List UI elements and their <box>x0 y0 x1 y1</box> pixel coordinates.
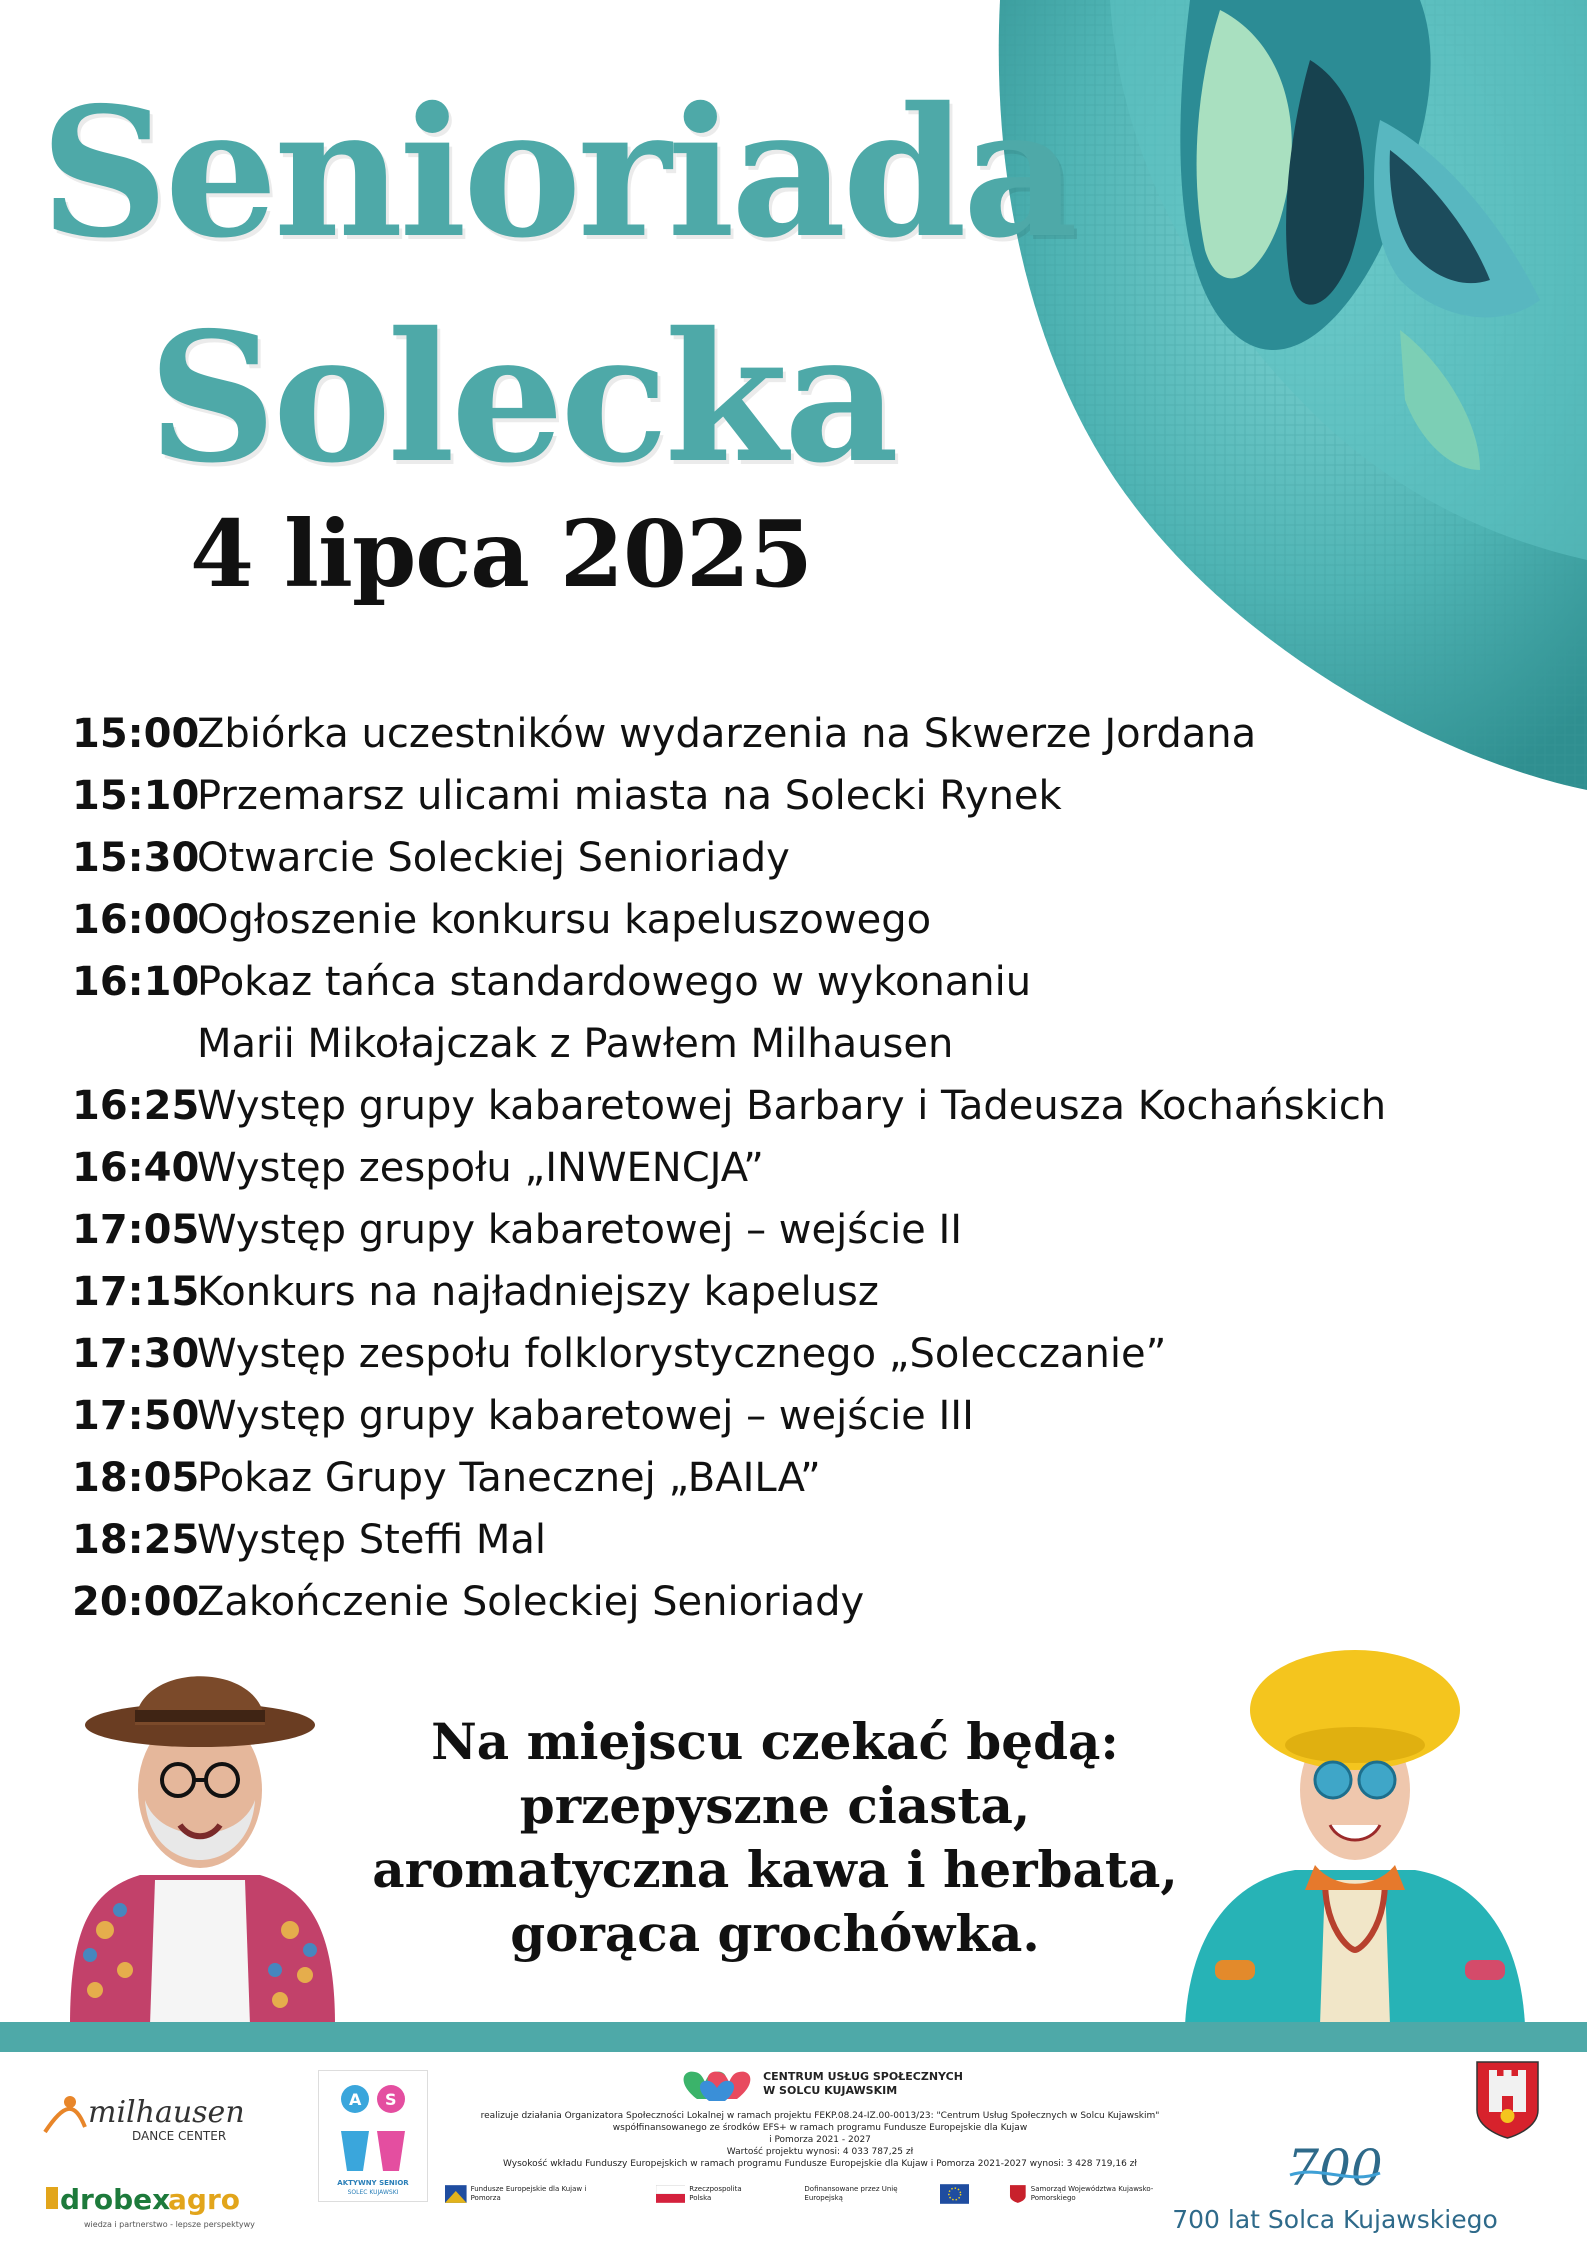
schedule-row <box>72 1509 1492 1571</box>
eu3-label: Dofinansowane przez Unię Europejską <box>804 2185 898 2202</box>
cus-p4: Wartość projektu wynosi: 4 033 787,25 zł <box>726 2147 914 2157</box>
eu4-label: Samorząd Województwa Kujawsko-Pomorskiego <box>1030 2185 1154 2202</box>
schedule-desc: Pokaz tańca standardowego w wykonaniu <box>197 959 1032 1005</box>
drobexagro-logo <box>44 2175 289 2235</box>
schedule-desc: Występ grupy kabaretowej – wejście III <box>197 1393 974 1439</box>
drobex-tagline: wiedza i partnerstwo - lepsze perspektywy <box>84 2220 255 2229</box>
svg-text:S: S <box>385 2090 397 2109</box>
cus-project-info <box>445 2064 1195 2244</box>
cus-p3: i Pomorza 2021 - 2027 <box>769 2135 871 2145</box>
poland-flag-icon <box>656 2185 685 2203</box>
schedule-desc: Zbiórka uczestników wydarzenia na Skwerze Jordana <box>197 711 1257 757</box>
title-line-1: Senioriada <box>40 68 1075 277</box>
hearts-icon <box>677 2064 757 2104</box>
footer <box>0 2052 1587 2245</box>
senior-woman-photo <box>1175 1630 1535 2025</box>
schedule-time: 16:00 <box>72 897 200 943</box>
schedule-row <box>72 1137 1492 1199</box>
schedule-time: 17:30 <box>72 1331 200 1377</box>
schedule-row <box>72 951 1492 1013</box>
schedule-desc: Występ Steffi Mal <box>197 1517 546 1563</box>
schedule-row <box>72 1199 1492 1261</box>
700-mark: 700 <box>1287 2139 1383 2197</box>
schedule-row <box>72 703 1492 765</box>
solec-crest-icon <box>1475 2060 1540 2140</box>
schedule-time <box>72 1013 197 1075</box>
aktywny-senior-line1: AKTYWNY SENIOR <box>337 2179 409 2187</box>
ue-logo <box>804 2184 969 2204</box>
title-line-2: Solecka <box>148 293 896 502</box>
rp-logo <box>656 2184 765 2204</box>
schedule-time: 20:00 <box>72 1579 200 1625</box>
offer-line-2: przepyszne ciasta, <box>519 1776 1031 1835</box>
event-title <box>40 60 1074 510</box>
cus-p1: realizuje działania Organizatora Społeczności Lokalnej w ramach projektu FEKP.08.24-IZ.00-0013/23: "Centrum Usług Społecznych w Solcu Kujawskim" <box>480 2111 1160 2121</box>
cus-p2: współfinansowanego ze środków EFS+ w ramach programu Fundusze Europejskie dla Kujaw <box>612 2123 1028 2133</box>
schedule-desc: Marii Mikołajczak z Pawłem Milhausen <box>197 1021 954 1067</box>
cus-org-line1: CENTRUM USŁUG SPOŁECZNYCH <box>763 2070 963 2083</box>
schedule-row <box>72 765 1492 827</box>
offer-text <box>360 1710 1190 1966</box>
schedule-time: 15:00 <box>72 711 200 757</box>
schedule-desc: Występ grupy kabaretowej Barbary i Tadeusza Kochańskich <box>197 1083 1387 1129</box>
schedule-list <box>72 703 1492 1633</box>
milhausen-sub: DANCE CENTER <box>132 2129 227 2143</box>
schedule-desc: Przemarsz ulicami miasta na Solecki Rynek <box>197 773 1062 819</box>
schedule-desc: Zakończenie Soleckiej Senioriady <box>197 1579 865 1625</box>
offer-line-3: aromatyczna kawa i herbata, <box>372 1840 1178 1899</box>
schedule-row <box>72 889 1492 951</box>
svg-text:A: A <box>349 2090 362 2109</box>
cus-org-line2: W SOLCU KUJAWSKIM <box>763 2084 898 2097</box>
schedule-row <box>72 1385 1492 1447</box>
schedule-time: 16:10 <box>72 959 200 1005</box>
schedule-time: 17:15 <box>72 1269 200 1315</box>
schedule-time: 15:10 <box>72 773 200 819</box>
schedule-desc: Pokaz Grupy Tanecznej „BAILA” <box>197 1455 821 1501</box>
eu-flag-icon <box>940 2184 969 2204</box>
700-years-text: 700 lat Solca Kujawskiego <box>1172 2205 1498 2234</box>
schedule-row <box>72 1075 1492 1137</box>
schedule-time: 16:40 <box>72 1145 200 1191</box>
schedule-desc: Ogłoszenie konkursu kapeluszowego <box>197 897 932 943</box>
senior-man-photo <box>50 1630 350 2025</box>
schedule-row <box>72 1571 1492 1633</box>
schedule-desc: Występ zespołu folklorystycznego „Solecczanie” <box>197 1331 1167 1377</box>
schedule-desc: Występ grupy kabaretowej – wejście II <box>197 1207 963 1253</box>
milhausen-logo <box>40 2082 270 2152</box>
schedule-time: 16:25 <box>72 1083 200 1129</box>
schedule-row <box>72 1323 1492 1385</box>
drobex-name-a: drobex <box>60 2183 171 2216</box>
schedule-time: 15:30 <box>72 835 200 881</box>
drobex-name-b: agro <box>168 2183 240 2216</box>
kp-logo <box>1009 2184 1195 2204</box>
schedule-desc: Otwarcie Soleckiej Senioriady <box>197 835 790 881</box>
schedule-time: 17:50 <box>72 1393 200 1439</box>
schedule-row <box>72 1447 1492 1509</box>
fe-logo <box>445 2184 616 2204</box>
offer-line-4: gorąca grochówka. <box>510 1904 1040 1963</box>
schedule-time: 17:05 <box>72 1207 200 1253</box>
milhausen-name: milhausen <box>88 2095 245 2130</box>
fe-icon <box>445 2185 467 2203</box>
schedule-row <box>72 1261 1492 1323</box>
kp-crest-icon <box>1009 2184 1027 2204</box>
aktywny-senior-logo <box>318 2070 428 2202</box>
schedule-time: 18:05 <box>72 1455 200 1501</box>
schedule-row <box>72 1013 1492 1075</box>
offer-line-1: Na miejscu czekać będą: <box>431 1712 1119 1771</box>
schedule-row <box>72 827 1492 889</box>
700-years-logo <box>1170 2137 1500 2245</box>
cus-p5: Wysokość wkładu Funduszy Europejskich w ramach programu Fundusze Europejskie dla Kujaw i Pomorza 2021-2027 wynosi: 3 428 719,16 zł <box>503 2159 1137 2169</box>
700-mark-icon <box>1270 2137 1400 2197</box>
footer-band <box>0 2022 1587 2052</box>
event-date: 4 lipca 2025 <box>190 500 812 608</box>
eu1-label: Fundusze Europejskie dla Kujaw i Pomorza <box>470 2185 587 2202</box>
schedule-desc: Konkurs na najładniejszy kapelusz <box>197 1269 879 1315</box>
eu2-label: Rzeczpospolita Polska <box>689 2185 742 2202</box>
schedule-time: 18:25 <box>72 1517 200 1563</box>
schedule-desc: Występ zespołu „INWENCJA” <box>197 1145 764 1191</box>
aktywny-senior-line2: SOLEC KUJAWSKI <box>347 2189 399 2196</box>
